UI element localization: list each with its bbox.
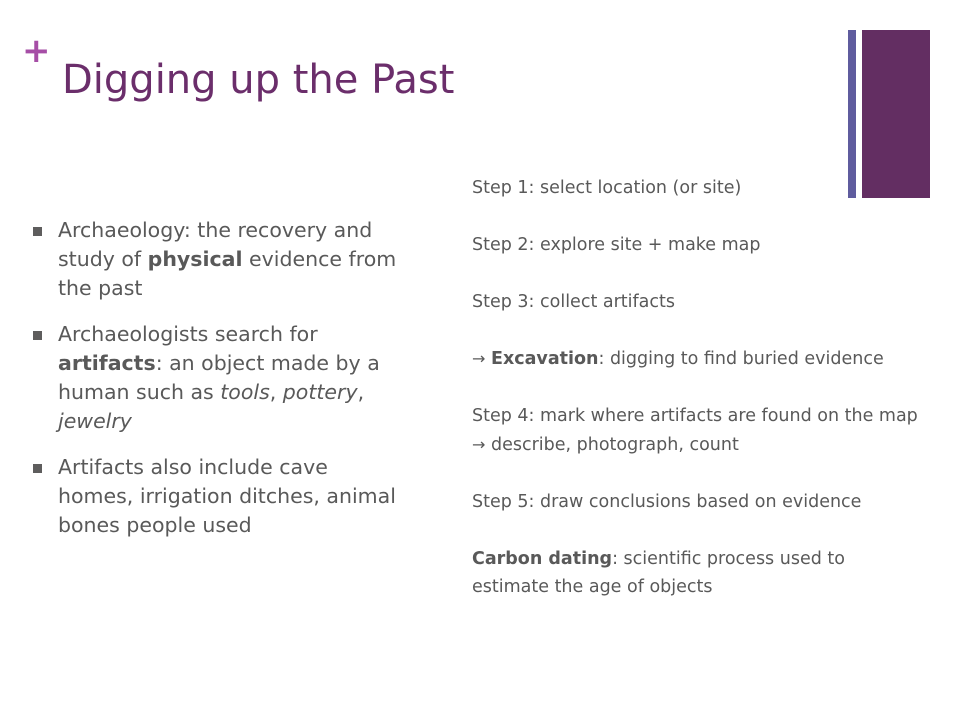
term-carbon-dating: Carbon dating: [472, 548, 613, 569]
list-item: Artifacts also include cave homes, irrigation ditches, animal bones people used: [30, 453, 400, 540]
steps-column: [472, 174, 922, 630]
example-pottery: pottery: [282, 380, 358, 404]
carbon-dating-definition: Carbon dating: scientific process used to estimate the age of objects: [472, 548, 845, 597]
example-tools: tools: [220, 380, 270, 404]
square-bullet-icon: [33, 331, 42, 340]
excavation-definition: → Excavation: digging to find buried evidence: [472, 349, 884, 369]
plus-icon: +: [22, 31, 51, 71]
list-item: Archaeologists search for artifacts: an object made by a human such as tools, pottery, jewelry: [30, 320, 400, 436]
step-5: Step 5: draw conclusions based on evidence: [472, 491, 862, 512]
step-4: Step 4: mark where artifacts are found on the map → describe, photograph, count: [472, 406, 918, 455]
left-bullet-list: [30, 216, 400, 557]
arrow-right-icon: →: [472, 349, 486, 368]
square-bullet-icon: [33, 464, 42, 473]
example-jewelry: jewelry: [58, 409, 132, 433]
arrow-right-icon: →: [472, 434, 486, 454]
emphasis-physical: physical: [147, 247, 243, 271]
list-item: Archaeology: the recovery and study of physical evidence from the past: [30, 216, 400, 303]
step-1: Step 1: select location (or site): [472, 178, 742, 198]
decorative-bar-thin: [848, 30, 856, 198]
term-excavation: Excavation: [490, 349, 599, 369]
decorative-bar-thick: [862, 30, 930, 198]
step-3: Step 3: collect artifacts: [472, 292, 675, 312]
square-bullet-icon: [33, 227, 42, 236]
emphasis-artifacts: artifacts: [58, 351, 156, 375]
step-2: Step 2: explore site + make map: [472, 235, 761, 255]
slide-title: Digging up the Past: [62, 57, 455, 103]
